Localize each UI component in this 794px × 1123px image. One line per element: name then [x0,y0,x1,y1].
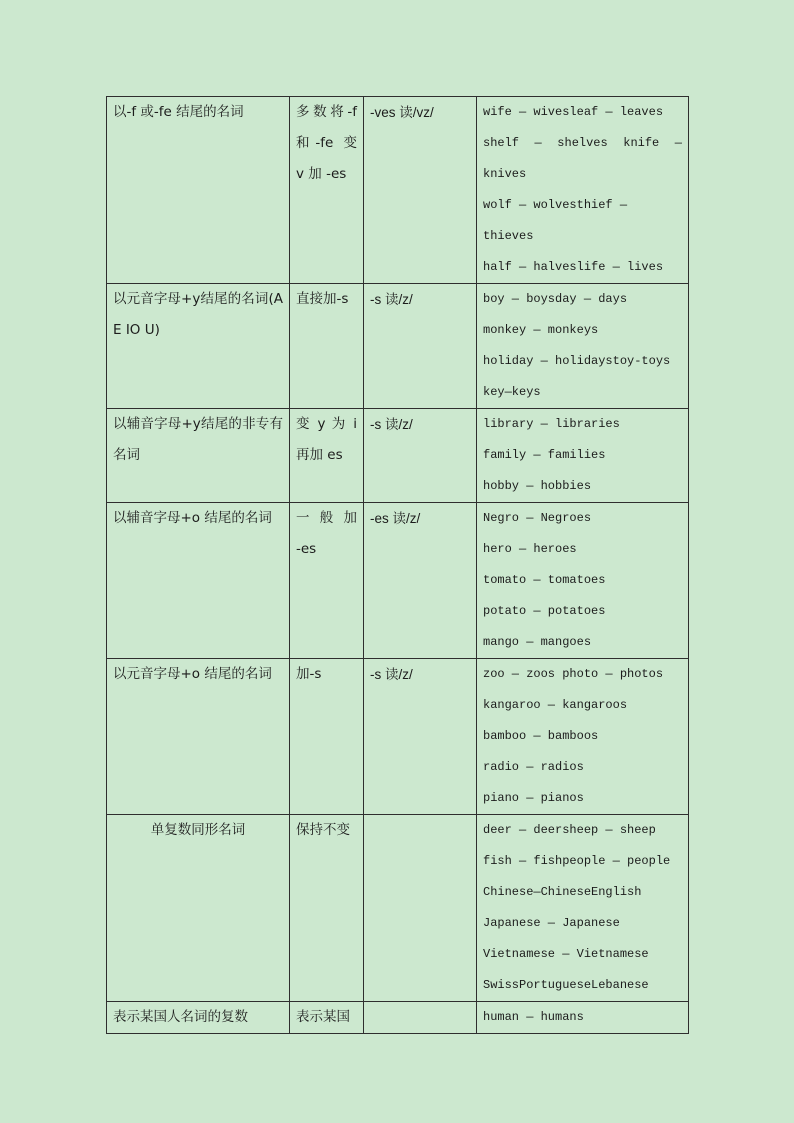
example-pair: shelf — shelves knife — [483,136,682,150]
example-pair: library — libraries [483,417,620,431]
pronunciation-cell [364,284,477,409]
example-pair: mango — mangoes [483,635,592,649]
category-cell [107,409,290,503]
example-pair: half — halveslife — lives [483,260,664,274]
pronunciation-text: -es 读/z/ [370,511,421,526]
example-pair: radio — radios [483,760,584,774]
table-row [107,815,689,1002]
pronunciation-text: -s 读/z/ [370,292,413,307]
rule-text: 一 般 加 [296,510,357,526]
table-row [107,1002,689,1034]
pronunciation-cell [364,409,477,503]
category-text: 单复数同形名词 [150,822,246,838]
example-pair: piano — pianos [483,791,584,805]
category-cell [107,503,290,659]
example-pair: deer — deersheep — sheep [483,823,656,837]
pronunciation-cell [364,97,477,284]
table-body [107,97,689,1034]
category-cell [107,815,290,1002]
example-pair: hero — heroes [483,542,577,556]
rule-cell [290,659,364,815]
example-pair: potato — potatoes [483,604,606,618]
category-cell [107,97,290,284]
rule-cell [290,409,364,503]
category-cell [107,1002,290,1034]
category-cell [107,659,290,815]
example-pair: wife — wivesleaf — leaves [483,105,664,119]
rule-text: 加-s [296,666,322,682]
rule-cell [290,815,364,1002]
examples-cell [477,284,689,409]
pronunciation-text: -s 读/z/ [370,667,413,682]
table-row [107,284,689,409]
rule-cell [290,284,364,409]
example-pair: zoo — zoos photo — photos [483,667,664,681]
examples-cell [477,659,689,815]
example-pair: family — families [483,448,606,462]
examples-cell [477,409,689,503]
examples-cell [477,815,689,1002]
category-text: 以-f 或-fe 结尾的名词 [113,104,244,120]
pronunciation-cell [364,503,477,659]
rule-text: 多数将-f [296,104,357,120]
pronunciation-cell [364,1002,477,1034]
category-text: E IO U) [113,322,160,338]
table-row [107,503,689,659]
rule-text: 变 y 为 i [296,416,357,432]
example-pair: Chinese—ChineseEnglish [483,885,642,899]
examples-cell [477,503,689,659]
category-text: 以辅音字母+y结尾的非专有 [113,416,283,432]
rule-cell [290,97,364,284]
example-pair: monkey — monkeys [483,323,599,337]
rule-text: v 加 -es [296,166,347,182]
example-pair: Negro — Negroes [483,511,592,525]
table-row [107,409,689,503]
example-pair: Japanese — Japanese [483,916,620,930]
example-pair: SwissPortugueseLebanese [483,978,649,992]
example-pair: hobby — hobbies [483,479,592,493]
pronunciation-text: -s 读/z/ [370,417,413,432]
example-pair: wolf — wolvesthief — thieves [483,198,628,243]
pronunciation-text: -ves 读/vz/ [370,105,434,120]
table-row [107,97,689,284]
examples-cell [477,97,689,284]
pronunciation-cell [364,815,477,1002]
example-pair: knives [483,167,527,181]
rule-text: 再加 es [296,447,343,463]
example-pair: kangaroo — kangaroos [483,698,628,712]
example-pair: tomato — tomatoes [483,573,606,587]
plural-rules-table [106,96,689,1034]
rule-text: 和-fe 变 [296,135,357,151]
rule-cell [290,1002,364,1034]
category-text: 表示某国人名词的复数 [113,1009,248,1025]
example-pair: bamboo — bamboos [483,729,599,743]
pronunciation-cell [364,659,477,815]
category-text: 以元音字母+o 结尾的名词 [113,666,272,682]
table-row [107,659,689,815]
rule-text: 保持不变 [296,822,350,838]
example-pair: human — humans [483,1010,584,1024]
category-text: 以元音字母+y结尾的名词(A [113,291,283,307]
example-pair: Vietnamese — Vietnamese [483,947,649,961]
example-pair: fish — fishpeople — people [483,854,671,868]
example-pair: key—keys [483,385,541,399]
example-pair: holiday — holidaystoy-toys [483,354,671,368]
example-pair: boy — boysday — days [483,292,628,306]
examples-cell [477,1002,689,1034]
category-text: 名词 [113,447,140,463]
rule-cell [290,503,364,659]
rule-text: -es [296,541,317,557]
category-text: 以辅音字母+o 结尾的名词 [113,510,272,526]
category-cell [107,284,290,409]
rule-text: 表示某国 [296,1009,350,1025]
rule-text: 直接加-s [296,291,349,307]
